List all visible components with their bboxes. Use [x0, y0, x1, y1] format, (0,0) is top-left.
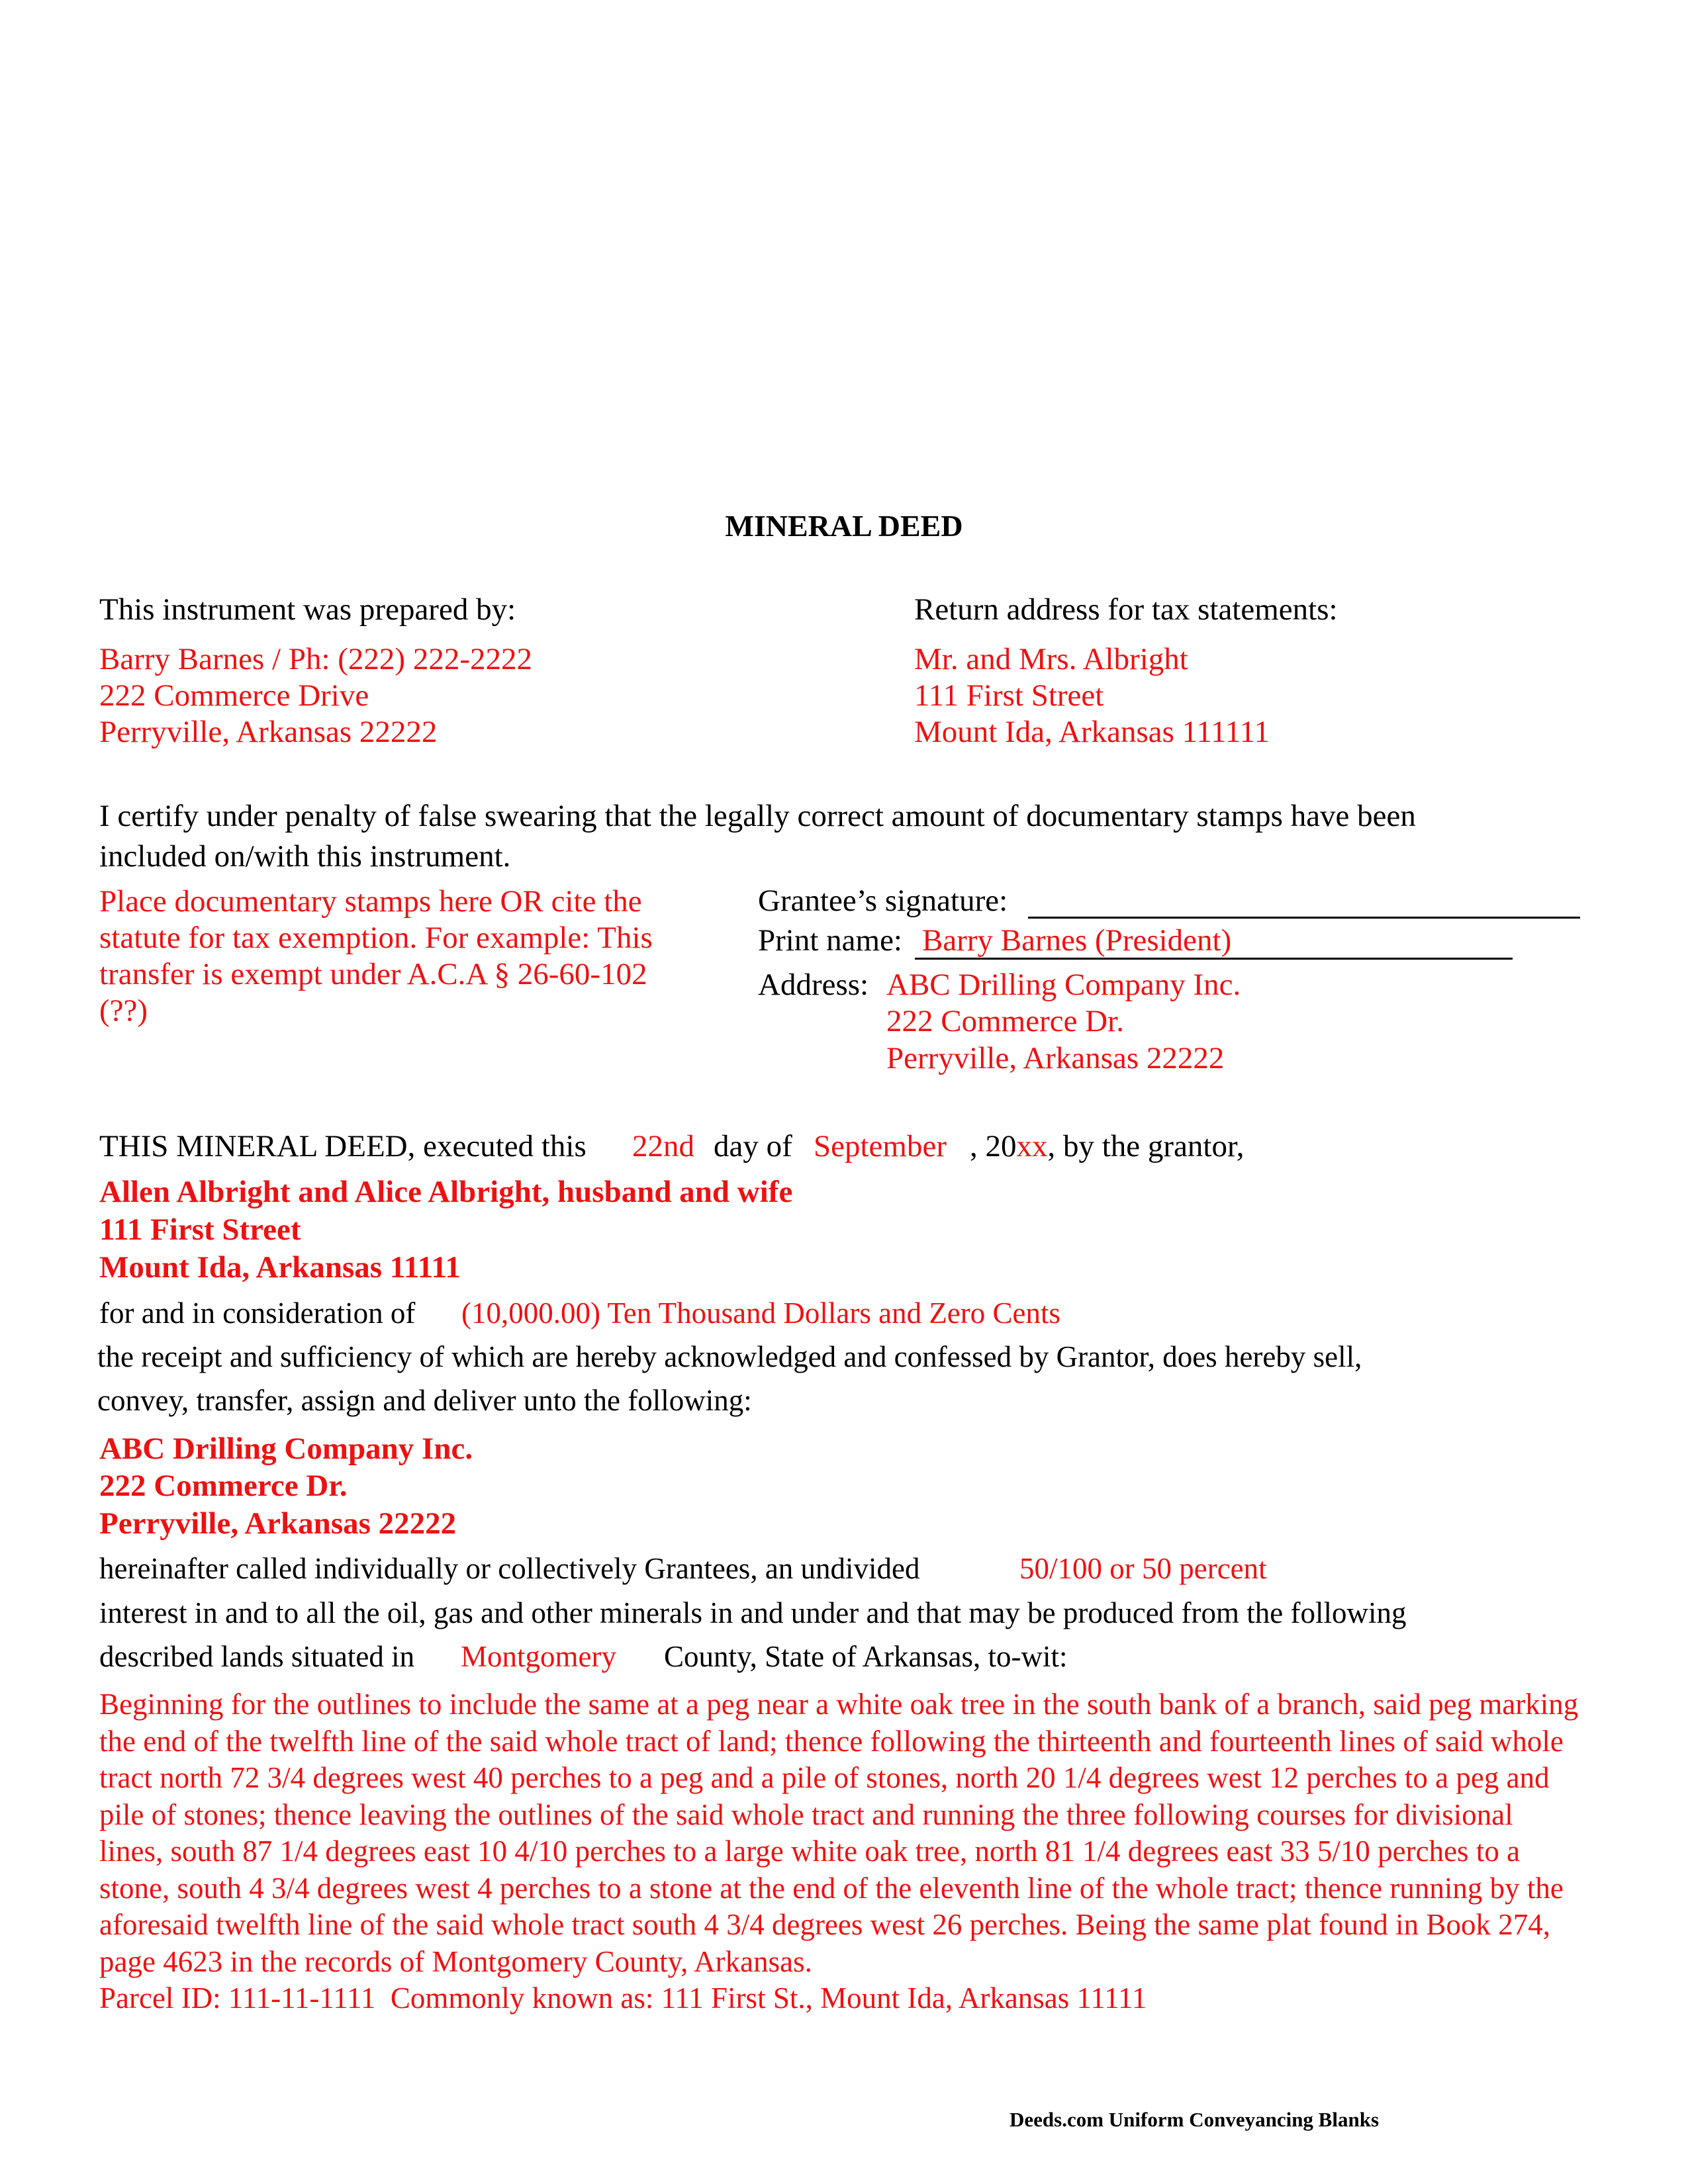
- grantee-address-line-1: ABC Drilling Company Inc.: [886, 968, 1241, 1002]
- prepared-by-line-2: 222 Commerce Drive: [99, 678, 369, 713]
- interest-line-3-part-2: County, State of Arkansas, to-wit:: [664, 1640, 1068, 1673]
- prepared-by-line-3: Perryville, Arkansas 22222: [99, 715, 438, 749]
- execution-year: [970, 1128, 1244, 1165]
- address-label: Address:: [758, 968, 869, 1002]
- stamps-note-line-3: transfer is exempt under A.C.A § 26-60-102: [99, 957, 647, 991]
- certify-line-1: I certify under penalty of false swearing that the legally correct amount of documentary stamps have been: [99, 799, 1416, 833]
- execution-year-suffix: xx: [1016, 1129, 1048, 1163]
- grantee-line-3: Perryville, Arkansas 22222: [99, 1506, 457, 1541]
- interest-line-3-part-1: described lands situated in: [99, 1640, 415, 1673]
- county-value: Montgomery: [461, 1640, 616, 1673]
- legal-description: Beginning for the outlines to include the same at a peg near a white oak tree in the south bank of a branch, said peg marking the end of the twelfth line of the said whole tract of land; thence following the thirteenth and fourteenth lines of said whole tract north 72 3/4 degrees west 40 perches to a peg and a pile of stones, north 20 1/4 degrees west 12 perches to a peg and pile of stones; thence leaving the outlines of the said whole tract and running the three following courses for divisional lines, south 87 1/4 degrees east 10 4/10 perches to a large white oak tree, north 81 1/4 degrees east 33 5/10 perches to a stone, south 4 3/4 degrees west 4 perches to a stone at the end of the eleventh line of the whole tract; thence running by the aforesaid twelfth line of the said whole tract south 4 3/4 degrees west 26 perches. Being the same plat found in Book 274, page 4623 in the records of Montgomery County, Arkansas.: [99, 1688, 1579, 1978]
- stamps-note-line-2: statute for tax exemption. For example: This: [99, 921, 653, 955]
- execution-text-2: day of: [714, 1129, 792, 1163]
- grantee-line-2: 222 Commerce Dr.: [99, 1469, 348, 1503]
- return-address-heading: Return address for tax statements:: [914, 592, 1338, 627]
- print-name-label: Print name:: [758, 923, 902, 958]
- footer-text: Deeds.com Uniform Conveyancing Blanks: [1009, 2108, 1380, 2131]
- stamps-note-line-1: Place documentary stamps here OR cite the: [99, 884, 642, 919]
- receipt-line-1: the receipt and sufficiency of which are hereby acknowledged and confessed by Grantor, does hereby sell,: [97, 1340, 1362, 1373]
- execution-month: September: [814, 1129, 947, 1163]
- stamps-note-line-4: (??): [99, 993, 148, 1028]
- grantor-line-2: 111 First Street: [99, 1212, 301, 1247]
- receipt-line-2: convey, transfer, assign and deliver unto the following:: [97, 1384, 752, 1417]
- grantee-signature-label: Grantee’s signature:: [758, 884, 1008, 918]
- execution-text-3: , 20: [970, 1129, 1017, 1163]
- grantor-line-1: Allen Albright and Alice Albright, husband and wife: [99, 1175, 793, 1209]
- return-address-line-2: 111 First Street: [914, 678, 1104, 713]
- certify-line-2: included on/with this instrument.: [99, 839, 511, 874]
- prepared-by-heading: This instrument was prepared by:: [99, 592, 516, 627]
- grantee-line-1: ABC Drilling Company Inc.: [99, 1432, 473, 1466]
- interest-label: hereinafter called individually or collectively Grantees, an undivided: [99, 1552, 920, 1585]
- parcel-info: Parcel ID: 111-11-1111 Commonly known as: 111 First St., Mount Ida, Arkansas 11111: [99, 1981, 1147, 2015]
- grantor-line-3: Mount Ida, Arkansas 11111: [99, 1250, 461, 1285]
- legal-description-block: [99, 1686, 1582, 2017]
- execution-text-4: , by the grantor,: [1047, 1129, 1244, 1163]
- interest-line-2: interest in and to all the oil, gas and other minerals in and under and that may be produced from the following: [99, 1596, 1407, 1629]
- print-name-value[interactable]: Barry Barnes (President): [922, 923, 1232, 958]
- consideration-amount: (10,000.00) Ten Thousand Dollars and Zero Cents: [461, 1297, 1061, 1330]
- grantee-signature-line[interactable]: [1028, 917, 1580, 919]
- grantee-address-line-3: Perryville, Arkansas 22222: [886, 1041, 1225, 1075]
- interest-value: 50/100 or 50 percent: [1019, 1552, 1267, 1585]
- return-address-line-1: Mr. and Mrs. Albright: [914, 642, 1188, 676]
- execution-day: 22nd: [632, 1129, 694, 1163]
- return-address-line-3: Mount Ida, Arkansas 111111: [914, 715, 1270, 749]
- grantee-address-line-2: 222 Commerce Dr.: [886, 1004, 1124, 1038]
- consideration-label: for and in consideration of: [99, 1297, 416, 1330]
- prepared-by-line-1: Barry Barnes / Ph: (222) 222-2222: [99, 642, 532, 676]
- print-name-line: [915, 958, 1513, 960]
- execution-text-1: THIS MINERAL DEED, executed this: [99, 1129, 586, 1163]
- page-title: MINERAL DEED: [725, 509, 963, 543]
